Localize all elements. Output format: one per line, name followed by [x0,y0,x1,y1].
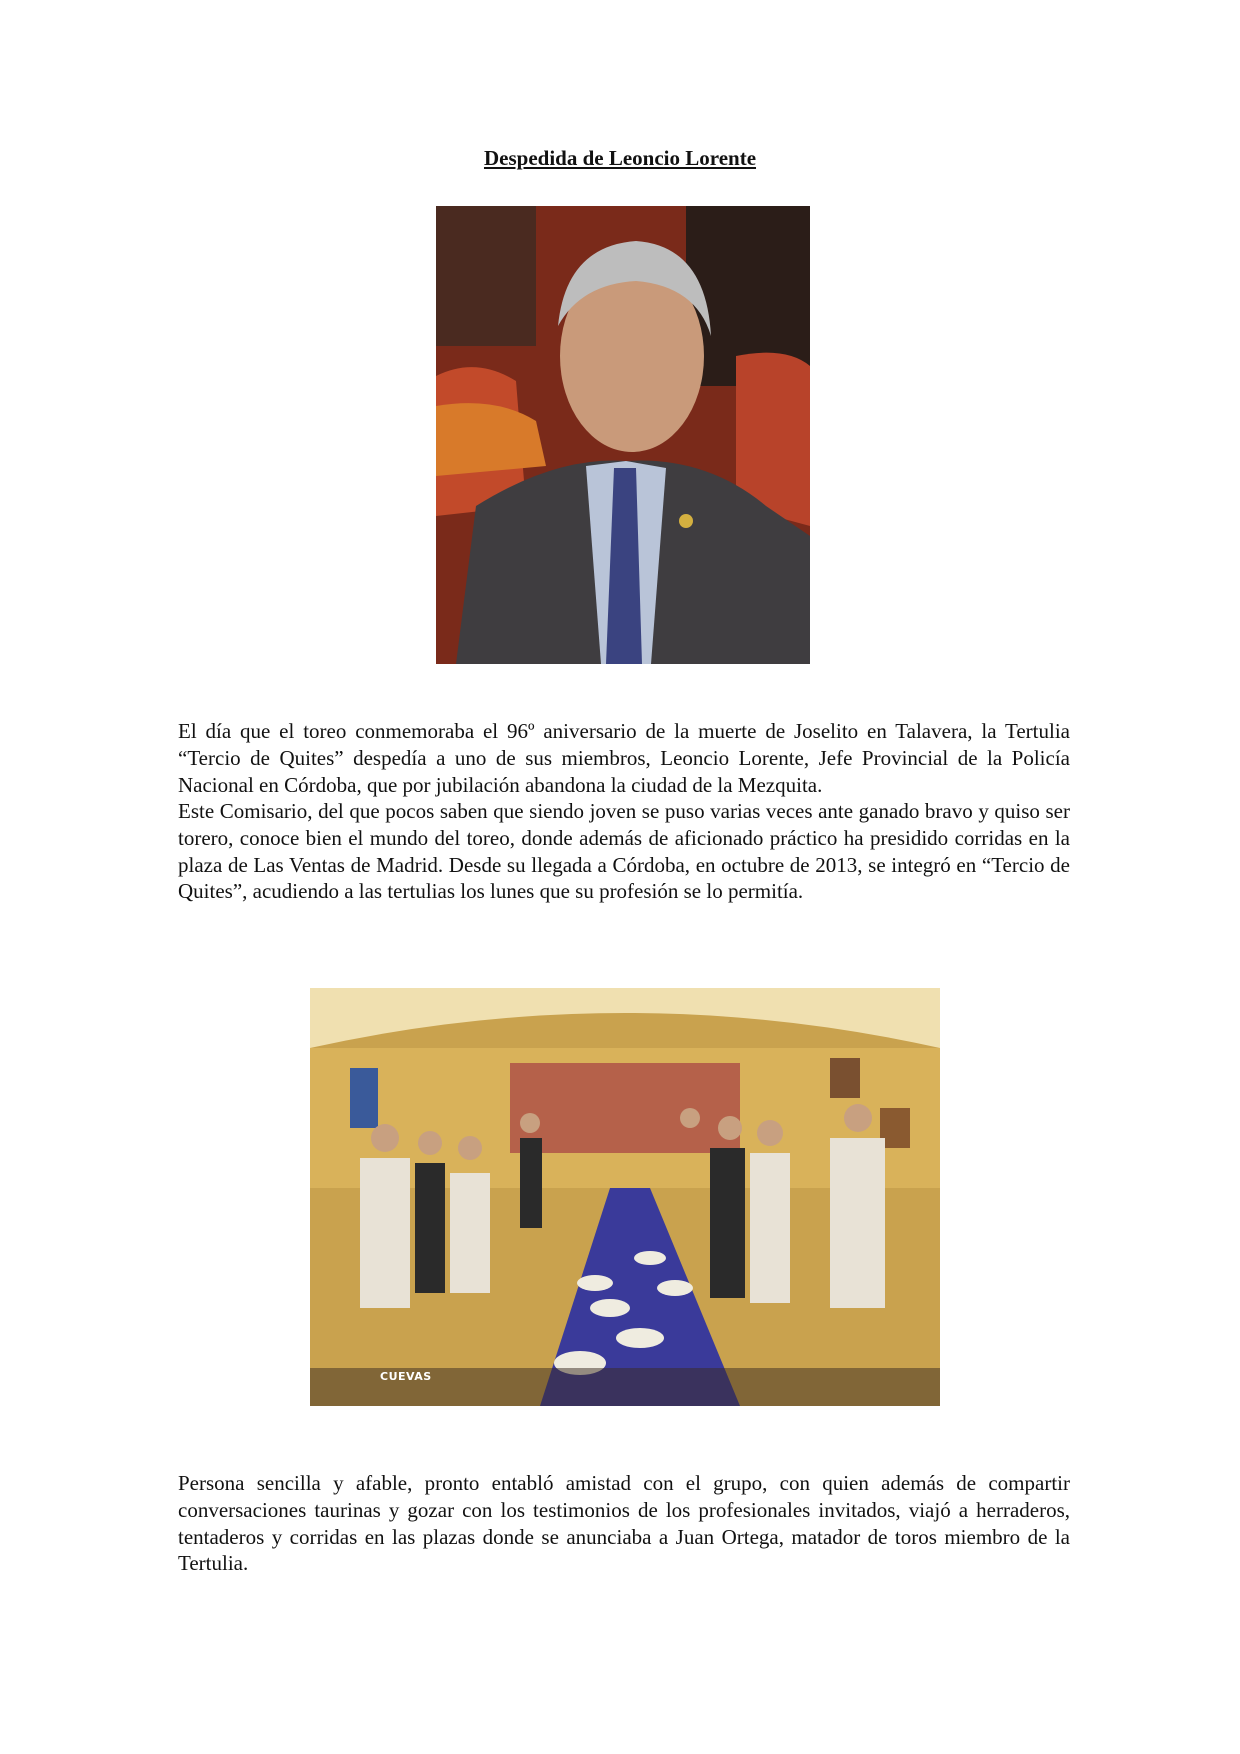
paragraph-3: Persona sencilla y afable, pronto entabló amistad con el grupo, con quien además de compartir conversaciones taurinas y gozar con los testimonios de los profesionales invitados, viajó a herraderos, tentaderos y corridas en las plazas donde se anunciaba a Juan Ortega, matador de toros miembro de la Tertulia. [178,1471,1070,1576]
paragraph-2: Este Comisario, del que pocos saben que siendo joven se puso varias veces ante ganado bravo y quiso ser torero, conoce bien el mundo del toreo, donde además de aficionado práctico ha presidido corridas en la plaza de Las Ventas de Madrid. Desde su llegada a Córdoba, en octubre de 2013, se integró en “Tercio de Quites”, acudiendo a las tertulias los lunes que su profesión se lo permitía. [178,799,1070,904]
group-photo [310,988,940,1406]
photo-watermark: CUEVAS [380,1370,432,1383]
portrait-photo [436,206,810,664]
document-title: Despedida de Leoncio Lorente [483,146,757,170]
paragraph-1: El día que el toreo conmemoraba el 96º aniversario de la muerte de Joselito en Talavera, la Tertulia “Tercio de Quites” despedía a uno de sus miembros, Leoncio Lorente, Jefe Provincial de la Policía Nacional en Córdoba, que por jubilación abandona la ciudad de la Mezquita. [178,719,1070,797]
